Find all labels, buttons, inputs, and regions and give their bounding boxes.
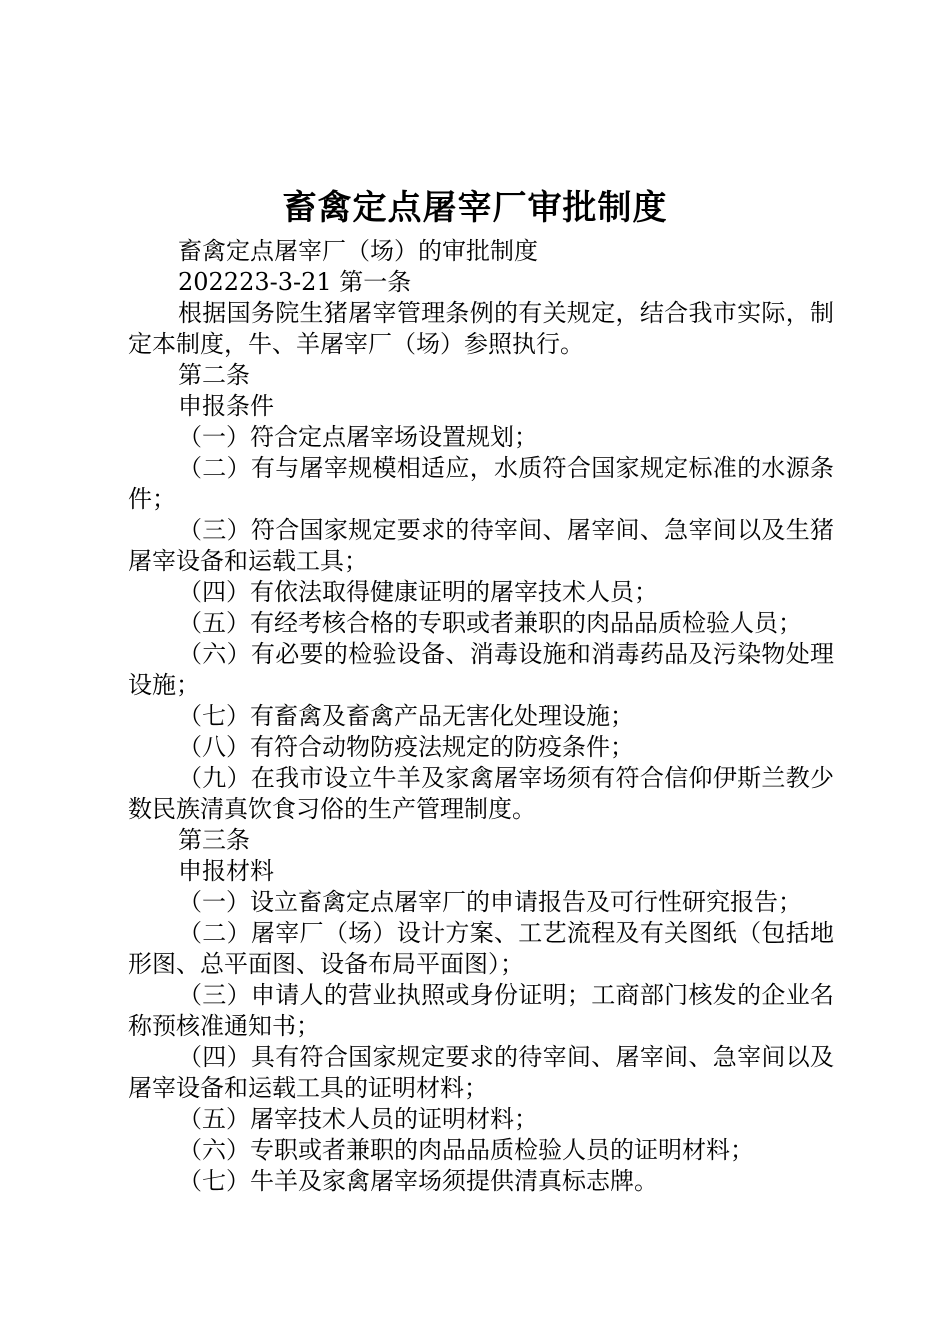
paragraph-material-6: （六）专职或者兼职的肉品品质检验人员的证明材料； [178,1136,754,1164]
paragraph-article-1-text: 根据国务院生猪屠宰管理条例的有关规定，结合我市实际，制定本制度，牛、羊屠宰厂（场）参照执行。 [128,299,834,358]
paragraph-condition-9: （九）在我市设立牛羊及家禽屠宰场须有符合信仰伊斯兰教少数民族清真饮食习俗的生产管理制度。 [128,764,834,823]
paragraph-date-article-1: 202223-3-21 第一条 [178,268,412,296]
paragraph-condition-1: （一）符合定点屠宰场设置规划； [178,423,538,451]
paragraph-material-2: （二）屠宰厂（场）设计方案、工艺流程及有关图纸（包括地形图、总平面图、设备布局平面图）； [128,919,834,978]
paragraph-condition-8: （八）有符合动物防疫法规定的防疫条件； [178,733,634,761]
paragraph-material-4: （四）具有符合国家规定要求的待宰间、屠宰间、急宰间以及屠宰设备和运载工具的证明材料； [128,1043,834,1102]
document-body [128,236,834,1197]
paragraph-article-2-heading: 第二条 [178,361,250,389]
paragraph-material-5: （五）屠宰技术人员的证明材料； [178,1105,538,1133]
paragraph-subtitle: 畜禽定点屠宰厂（场）的审批制度 [178,237,538,265]
paragraph-condition-3: （三）符合国家规定要求的待宰间、屠宰间、急宰间以及生猪屠宰设备和运载工具； [128,516,834,575]
paragraph-article-3-heading: 第三条 [178,826,250,854]
paragraph-materials-heading: 申报材料 [178,857,274,885]
paragraph-condition-6: （六）有必要的检验设备、消毒设施和消毒药品及污染物处理设施； [128,640,834,699]
document-title: 畜禽定点屠宰厂审批制度 [282,188,668,228]
paragraph-conditions-heading: 申报条件 [178,392,274,420]
paragraph-material-7: （七）牛羊及家禽屠宰场须提供清真标志牌。 [178,1167,658,1195]
paragraph-material-3: （三）申请人的营业执照或身份证明；工商部门核发的企业名称预核准通知书； [128,981,834,1040]
paragraph-condition-4: （四）有依法取得健康证明的屠宰技术人员； [178,578,658,606]
paragraph-condition-2: （二）有与屠宰规模相适应，水质符合国家规定标准的水源条件； [128,454,834,513]
paragraph-condition-7: （七）有畜禽及畜禽产品无害化处理设施； [178,702,634,730]
paragraph-condition-5: （五）有经考核合格的专职或者兼职的肉品品质检验人员； [178,609,802,637]
paragraph-material-1: （一）设立畜禽定点屠宰厂的申请报告及可行性研究报告； [178,888,802,916]
